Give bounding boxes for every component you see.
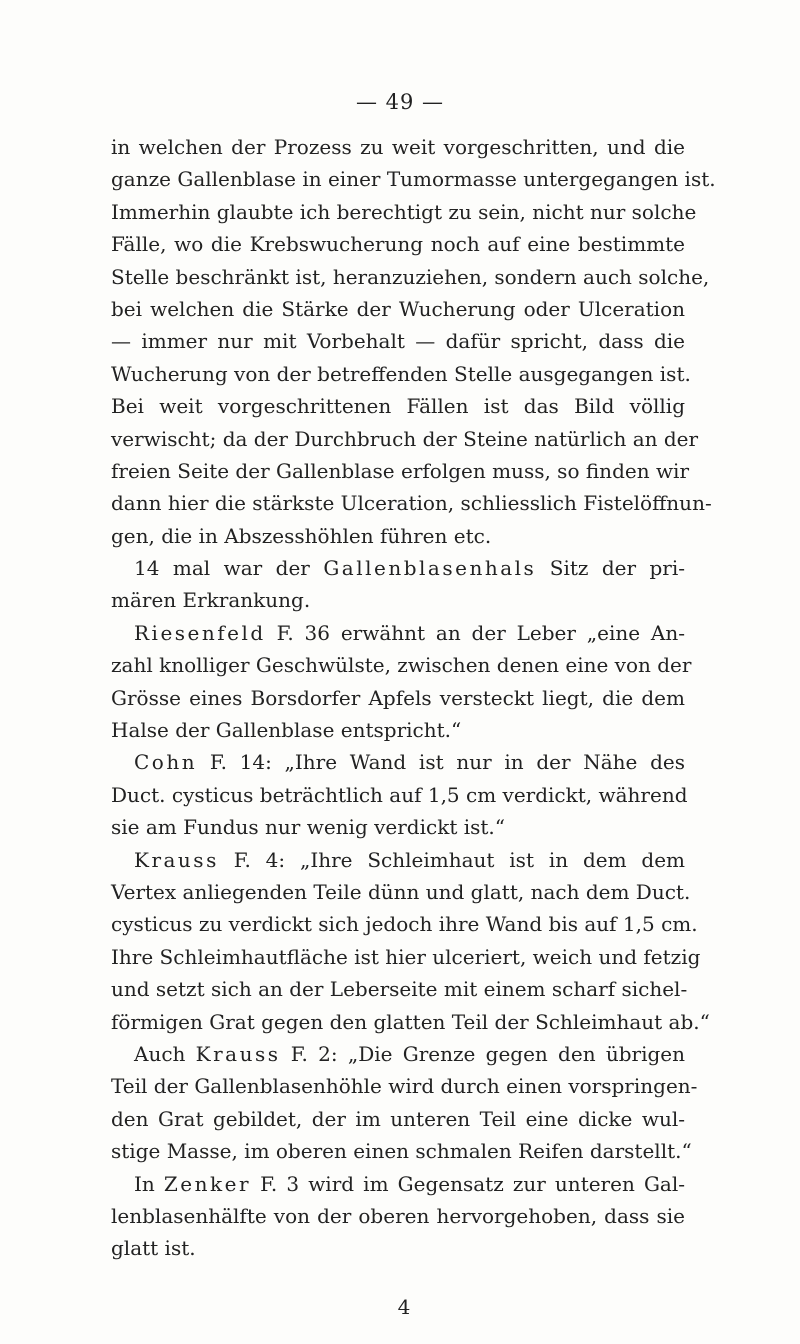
- text-line: — immer nur mit Vorbehalt — dafür spricht, dass die: [111, 329, 685, 354]
- text-line: dann hier die stärkste Ulceration, schliesslich Fistelöffnun-: [111, 491, 712, 516]
- text-line: Teil der Gallenblasenhöhle wird durch einen vorspringen-: [111, 1074, 698, 1099]
- text-line: und setzt sich an der Leberseite mit einem scharf sichel-: [111, 977, 688, 1002]
- text-line: mären Erkrankung.: [111, 588, 311, 613]
- body-text: [111, 131, 716, 1265]
- spaced-name: Zenker: [163, 1171, 252, 1196]
- text-line: sie am Fundus nur wenig verdickt ist.“: [111, 815, 506, 840]
- text-line: glatt ist.: [111, 1236, 196, 1261]
- text-line: Wucherung von der betreffenden Stelle ausgegangen ist.: [111, 361, 691, 386]
- line-text: 14 mal war der: [134, 556, 324, 581]
- paragraph-first-line: [111, 1168, 685, 1200]
- text-line: Bei weit vorgeschrittenen Fällen ist das Bild völlig: [111, 394, 685, 419]
- text-line: cysticus zu verdickt sich jedoch ihre Wand bis auf 1,5 cm.: [111, 912, 698, 937]
- text-line: freien Seite der Gallenblase erfolgen muss, so finden wir: [111, 458, 690, 483]
- text-line: lenblasenhälfte von der oberen hervorgehoben, dass sie: [111, 1203, 685, 1228]
- spaced-name: Krauss: [195, 1041, 281, 1066]
- spaced-name: Riesenfeld: [134, 620, 266, 645]
- text-line: Fälle, wo die Krebswucherung noch auf eine bestimmte: [111, 232, 685, 257]
- text-line: Vertex anliegenden Teile dünn und glatt, nach dem Duct.: [111, 879, 691, 904]
- text-line: den Grat gebildet, der im unteren Teil eine dicke wul-: [111, 1106, 685, 1131]
- page-number: — 49 —: [355, 90, 445, 114]
- text-line: gen, die in Abszesshöhlen führen etc.: [111, 523, 492, 548]
- text-line: förmigen Grat gegen den glatten Teil der Schleimhaut ab.“: [111, 1009, 710, 1034]
- text-line: Duct. cysticus beträchtlich auf 1,5 cm verdickt, während: [111, 782, 688, 807]
- text-line: Immerhin glaubte ich berechtigt zu sein, nicht nur solche: [111, 199, 697, 224]
- text-line: Grösse eines Borsdorfer Apfels versteckt liegt, die dem: [111, 685, 685, 710]
- signature-mark: 4: [397, 1295, 411, 1319]
- text-line: Ihre Schleimhautfläche ist hier ulceriert, weich und fetzig: [111, 944, 701, 969]
- line-text: F. 4: „Ihre Schleimhaut ist in dem dem: [218, 847, 685, 872]
- text-line: Halse der Gallenblase entspricht.“: [111, 718, 462, 743]
- spaced-name: Gallenblasenhals: [323, 556, 537, 581]
- text-line: bei welchen die Stärke der Wucherung oder Ulceration: [111, 296, 685, 321]
- line-text: F. 36 erwähnt an der Leber „eine An-: [265, 620, 685, 645]
- spaced-name: Cohn: [134, 750, 198, 775]
- line-text: In: [134, 1171, 164, 1196]
- line-text: Sitz der pri-: [536, 556, 686, 581]
- spaced-name: Krauss: [134, 847, 219, 872]
- line-text: F. 3 wird im Gegensatz zur unteren Gal-: [251, 1171, 685, 1196]
- line-text: Auch: [134, 1041, 196, 1066]
- text-line: verwischt; da der Durchbruch der Steine natürlich an der: [111, 426, 699, 451]
- text-line: Stelle beschränkt ist, heranzuziehen, sondern auch solche,: [111, 264, 710, 289]
- paragraph-first-line: [111, 746, 685, 778]
- paragraph-first-line: [111, 1038, 685, 1070]
- line-text: F. 2: „Die Grenze gegen den übrigen: [280, 1041, 685, 1066]
- text-line: ganze Gallenblase in einer Tumormasse untergegangen ist.: [111, 167, 716, 192]
- paragraph-first-line: [111, 844, 685, 876]
- paragraph-first-line: [111, 552, 685, 584]
- paragraph-first-line: [111, 617, 685, 649]
- text-line: zahl knolliger Geschwülste, zwischen denen eine von der: [111, 653, 692, 678]
- text-line: in welchen der Prozess zu weit vorgeschritten, und die: [111, 135, 685, 159]
- line-text: F. 14: „Ihre Wand ist nur in der Nähe des: [197, 750, 685, 775]
- text-line: stige Masse, im oberen einen schmalen Reifen darstellt.“: [111, 1139, 692, 1164]
